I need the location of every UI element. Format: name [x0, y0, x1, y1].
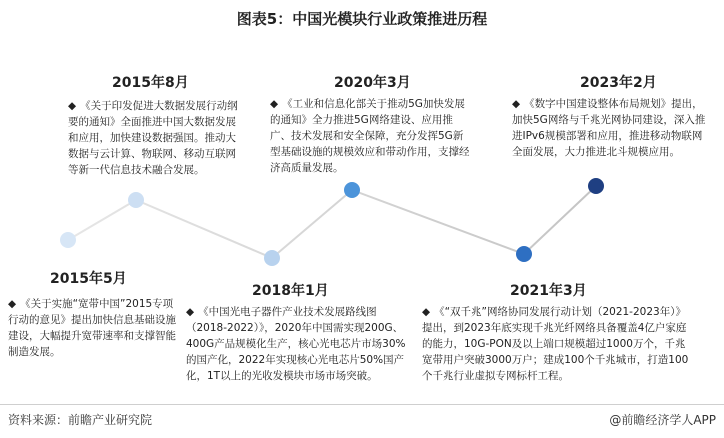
event-2023-2 [512, 96, 712, 160]
date-2021-3: 2021年3月 [510, 283, 587, 299]
event-2015-5 [8, 296, 176, 360]
date-2018-1: 2018年1月 [252, 283, 329, 299]
timeline-dot-2023-2 [588, 178, 604, 194]
bullet-icon: ◆ [8, 298, 17, 310]
brand-credit: @前瞻经济学人APP [609, 413, 716, 427]
footer-divider [0, 404, 724, 405]
event-2015-8 [68, 98, 246, 178]
source-note: 资料来源：前瞻产业研究院 [8, 413, 153, 427]
timeline-dot-2015-8 [128, 192, 144, 208]
date-2015-5: 2015年5月 [50, 271, 127, 287]
timeline-dot-2021-3 [516, 246, 532, 262]
chart-title: 图表5：中国光模块行业政策推进历程 [236, 10, 488, 28]
event-text: 《中国光电子器件产业技术发展路线图（2018-2022）》，2020年中国需实现200G、400G产品规模化生产，核心光电芯片市场30%的国产化，2022年实现核心光电芯片50%国产化，1T以上的光收发模块市场市场突破。 [186, 306, 406, 382]
timeline-dot-2018-1 [264, 250, 280, 266]
timeline-dot-2020-3 [344, 182, 360, 198]
bullet-icon: ◆ [422, 306, 431, 318]
event-2021-3 [422, 304, 692, 384]
event-text: 《关于印发促进大数据发展行动纲要的通知》全面推进中国大数据发展和应用，加快建设数据强国。推动大数据与云计算、物联网、移动互联网等新一代信息技术融合发展。 [68, 100, 238, 176]
date-2015-8: 2015年8月 [112, 75, 189, 91]
date-2020-3: 2020年3月 [334, 75, 411, 91]
event-text: 《工业和信息化部关于推动5G加快发展的通知》全力推进5G网络建设、应用推广、技术发展和安全保障，充分发挥5G新型基础设施的规模效应和带动作用，支撑经济高质量发展。 [270, 98, 470, 174]
bullet-icon: ◆ [186, 306, 195, 318]
timeline-dot-2015-5 [60, 232, 76, 248]
event-text: 《数字中国建设整体布局规划》提出，加快5G网络与千兆光网协同建设，深入推进IPv6规模部署和应用，推进移动物联网全面发展，大力推进北斗规模应用。 [512, 98, 706, 158]
bullet-icon: ◆ [270, 98, 279, 110]
event-text: 《关于实施“宽带中国”2015专项行动的意见》提出加快信息基础设施建设，大幅提升宽带速率和支撑智能制造发展。 [8, 298, 176, 358]
bullet-icon: ◆ [68, 100, 77, 112]
event-text: 《“双千兆”网络协同发展行动计划（2021-2023年）》提出，到2023年底实现千兆光纤网络具备覆盖4亿户家庭的能力，10G-PON及以上端口规模超过1000万个，千兆宽带用户突破3000万户；建成100个千兆城市，打造100个千兆行业虚拟专网标杆工程。 [422, 306, 689, 382]
timeline-path [68, 186, 596, 258]
event-2020-3 [270, 96, 470, 176]
bullet-icon: ◆ [512, 98, 521, 110]
event-2018-1 [186, 304, 406, 384]
date-2023-2: 2023年2月 [580, 75, 657, 91]
